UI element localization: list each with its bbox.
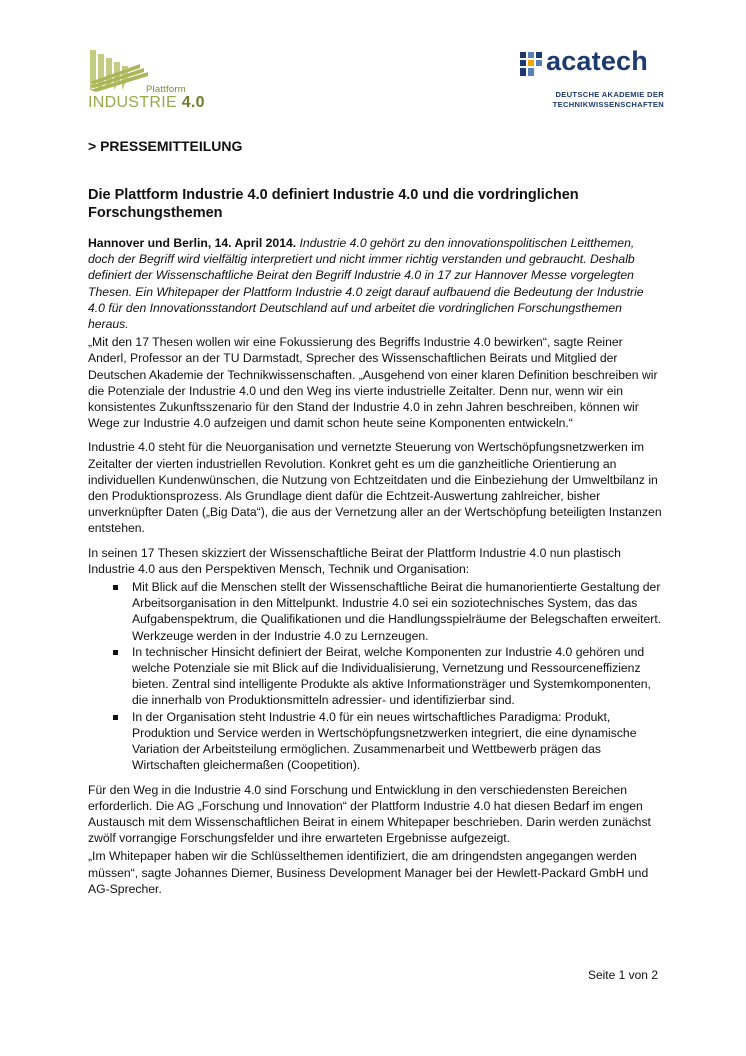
logo-plattform-text: Plattform <box>146 84 186 95</box>
paragraph-quote-anderl: „Mit den 17 Thesen wollen wir eine Fokussierung des Begriffs Industrie 4.0 bewirken“, sagte Reiner Anderl, Professor an der TU Darmstadt, Sprecher des Wissenschaftlichen Beirats und Mitglied der Deutschen Akademie der Technikwissenschaften. „Ausgehend von einer klaren Definition beschreiben wir die Potenziale der Industrie 4.0 und den Weg ins vierte industrielle Zeitalter. Denn nur, wenn wir ein konsistentes Zukunftsszenario für den Stand der Industrie 4.0 in zehn Jahren beschreiben, können wir Wege zur Industrie 4.0 aufzeigen und damit schon heute seine Komponenten entwickeln.“ <box>88 335 658 431</box>
logo-industrie-word: INDUSTRIE <box>88 94 177 111</box>
section-label: > PRESSEMITTEILUNG <box>88 138 243 154</box>
plattform-industrie-logo <box>88 46 218 112</box>
paragraph-research: Für den Weg in die Industrie 4.0 sind Forschung und Entwicklung in den verschiedensten Bereichen erforderlich. Die AG „Forschung und Innovation“ der Plattform Industrie 4.0 hat diesen Bedarf im engen Austausch mit dem Wissenschaftlichen Beirat in einem Whitepaper beschrieben. Darin werden zunächst zwölf vorrangige Forschungsfelder und ihre erwarteten Ergebnisse aufgezeigt. <box>88 782 651 846</box>
list-item: Mit Blick auf die Menschen stellt der Wissenschaftliche Beirat die humanorientierte Gestaltung der Arbeitsorganisation in den Mittelpunkt. Industrie 4.0 sei ein soziotechnisches System, das das Aufgabenspektrum, die Qualifikationen und die Handlungsspielräume der Belegschaften erweitert. Werkzeuge werden in der Industrie 4.0 zu Lernzeugen. <box>132 580 662 643</box>
acatech-wordmark: acatech <box>546 46 648 76</box>
paragraph-theses-intro: In seinen 17 Thesen skizziert der Wissenschaftliche Beirat der Plattform Industrie 4.0 nun plastisch Industrie 4.0 aus den Perspektiven Mensch, Technik und Organisation: <box>88 545 621 576</box>
acatech-subtitle-line2: TECHNIKWISSENSCHAFTEN <box>552 100 664 109</box>
lead-text: Industrie 4.0 gehört zu den innovationspolitischen Leitthemen, doch der Begriff wird vielfältig interpretiert und nicht immer richtig verstanden und gebraucht. Deshalb definiert der Wissenschaftliche Beirat den Begriff Industrie 4.0 in 17 zur Hannover Messe vorgelegten Thesen. Ein Whitepaper der Plattform Industrie 4.0 zeigt darauf aufbauend die Bedeutung der Industrie 4.0 für den Innovationsstandort Deutschland auf und arbeitet die vordringlichen Forschungsthemen heraus. <box>88 236 644 332</box>
list-item: In technischer Hinsicht definiert der Beirat, welche Komponenten zur Industrie 4.0 gehören und welche Potenziale sie mit Blick auf die Individualisierung, Vernetzung und Ressourceneffizienz bieten. Zentral sind intelligente Produkte als aktive Informationsträger und Systemkomponenten, die innerhalb von Produktionsmitteln adressier- und identifizierbar sind. <box>132 644 662 709</box>
acatech-logo <box>518 46 664 116</box>
logo-version: 4.0 <box>181 94 205 111</box>
dateline: Hannover und Berlin, 14. April 2014. <box>88 236 297 250</box>
acatech-mark-icon <box>518 50 544 78</box>
lead-paragraph <box>88 235 662 332</box>
theses-list <box>88 579 662 773</box>
paragraph-quote-diemer: „Im Whitepaper haben wir die Schlüsselthemen identifiziert, die am dringendsten angegangen werden müssen“, sagte Johannes Diemer, Business Development Manager bei der Hewlett-Packard GmbH und AG-Sprecher. <box>88 849 649 896</box>
paragraph-definition: Industrie 4.0 steht für die Neuorganisation und vernetzte Steuerung von Wertschöpfungsnetzwerken im Zeitalter der vierten industriellen Revolution. Konkret geht es um die ganzheitliche Orientierung an individuellen Kundenwünschen, die Nutzung von Echtzeitdaten und die Einbeziehung der Umweltbilanz in den Produktionsprozess. Als Grundlage dient dafür die Echtzeit-Auswertung zahlreicher, bisher unverknüpfter Daten („Big Data“), die aus der Vernetzung aller an der Wertschöpfung beteiligten Instanzen entstehen. <box>88 440 662 536</box>
list-item: In der Organisation steht Industrie 4.0 für ein neues wirtschaftliches Paradigma: Produkt, Produktion und Service werden in Wertschöpfungsnetzwerken integriert, die eine dynamische Variation der Arbeitsteilung ermöglichen. Zusammenarbeit und Wettbewerb prägen das Wirtschaften gleichermaßen (Coopetition). <box>132 709 662 774</box>
page-title: Die Plattform Industrie 4.0 definiert Industrie 4.0 und die vordringlichen Forschungsthemen <box>88 187 579 221</box>
logo-industrie-text <box>88 94 205 112</box>
article-body <box>88 235 662 905</box>
acatech-subtitle-line1: DEUTSCHE AKADEMIE DER <box>555 90 664 99</box>
page-number: Seite 1 von 2 <box>587 968 658 982</box>
